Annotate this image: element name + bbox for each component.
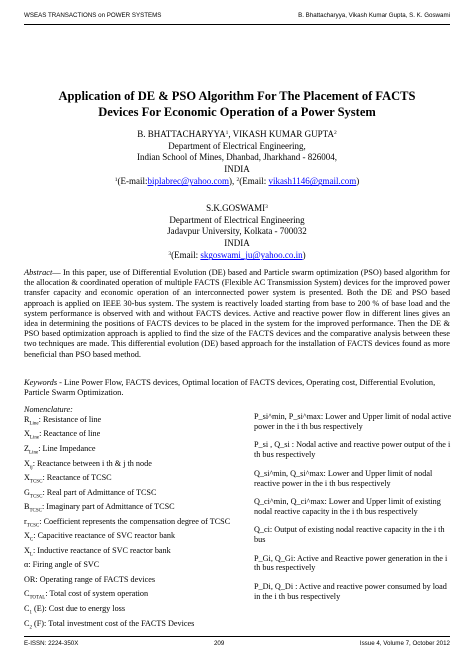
author-emails — [30, 249, 444, 262]
header-rule — [24, 24, 450, 25]
nomenclature-symbol: C — [24, 618, 30, 628]
author-sup-1: 1 — [225, 130, 229, 136]
author-block-1 — [30, 128, 444, 188]
nomenclature-item — [24, 415, 239, 430]
footer-rule — [24, 636, 450, 637]
nomenclature-symbol: C — [24, 604, 30, 614]
title-line-1: Application of DE & PSO Algorithm For The Placement of FACTS — [58, 89, 416, 103]
author-institution: Indian School of Mines, Dhanbad, Jharkhand - 826004, — [137, 152, 337, 163]
author-institution: Jadavpur University, Kolkata - 700032 — [167, 226, 307, 237]
author-name-1: B. BHATTACHARYYA — [137, 129, 226, 139]
nomenclature-desc: : Real part of Admittance of TCSC — [42, 487, 157, 497]
author-names — [30, 128, 444, 141]
author-country: INDIA — [224, 163, 250, 174]
nomenclature-symbol: X — [24, 429, 30, 439]
email-label-1: (E-mail: — [117, 176, 148, 187]
nomenclature-item — [24, 589, 239, 604]
title-line-2: Devices For Economic Operation of a Power System — [98, 105, 376, 119]
nomenclature-desc: (E): Cost due to energy loss — [31, 604, 126, 614]
nomenclature-subscript: 1 — [29, 610, 32, 616]
nomenclature-desc: : Firing angle of SVC — [28, 560, 100, 570]
abstract-dash: — — [52, 268, 64, 277]
nomenclature-subscript: Line — [29, 421, 39, 427]
nomenclature-desc: : Imaginary part of Admittance of TCSC — [41, 502, 175, 512]
symbol-definition: P_Di, Q_Di : Active and reactive power consumed by load in the i th bus respectively — [254, 581, 447, 601]
nomenclature-symbol: B — [24, 502, 30, 512]
nomenclature-symbol: R — [24, 414, 30, 424]
author-running-head: B. Bhattacharyya, Vikash Kumar Gupta, S. K. Goswami — [298, 12, 450, 19]
nomenclature-desc: : Line Impedance — [38, 444, 96, 453]
nomenclature-symbol: OR — [24, 574, 36, 584]
nomenclature-symbol: X — [24, 458, 30, 468]
nomenclature-subscript: TCSC — [29, 479, 43, 485]
email-close: ) — [356, 176, 360, 187]
nomenclature-symbol: C — [24, 589, 30, 599]
nomenclature-heading: Nomenclature: — [24, 405, 73, 414]
nomenclature-item — [24, 604, 239, 619]
nomenclature-item — [24, 429, 239, 444]
author-country: INDIA — [224, 237, 250, 248]
abstract — [24, 268, 450, 360]
nomenclature-symbol: G — [24, 487, 30, 497]
page-footer — [24, 640, 450, 647]
nomenclature-subscript: TCSC — [29, 494, 43, 500]
nomenclature-item — [24, 619, 239, 634]
author-emails — [30, 175, 444, 188]
nomenclature-subscript: C — [29, 537, 34, 543]
nomenclature-desc: : Reactance of line — [39, 429, 101, 439]
symbol-definition: Q_ci: Output of existing nodal reactive capacity in the i th bus — [254, 525, 445, 545]
nomenclature-symbol: X — [24, 473, 30, 483]
email-label-3: (Email: — [171, 250, 201, 261]
nomenclature-subscript: Line — [29, 436, 40, 442]
keywords-text: - Line Power Flow, FACTS devices, Optimal location of FACTS devices, Operating cost, Differential Evolution, Particle Swarm Optimization. — [24, 378, 436, 398]
nomenclature-subscript: TCSC — [29, 508, 42, 514]
nomenclature-item — [24, 531, 239, 546]
nomenclature-desc: : Coefficient represents the compensation degree of TCSC — [39, 516, 231, 526]
paper-title — [30, 88, 444, 120]
nomenclature-desc: : Total cost of system operation — [45, 589, 149, 599]
nomenclature-symbol: α — [24, 560, 29, 570]
author-sup-2: 2 — [333, 130, 337, 136]
nomenclature-item — [24, 517, 239, 532]
email-separator: ), — [229, 176, 237, 187]
running-header — [24, 12, 450, 19]
author-name-3: S.K.GOSWAMI — [206, 203, 266, 213]
nomenclature-items — [24, 415, 239, 633]
nomenclature-item — [24, 560, 239, 575]
email-sup-1: 1 — [114, 177, 118, 184]
nomenclature-symbol: Z — [24, 444, 30, 453]
nomenclature-symbol: X — [24, 545, 30, 555]
nomenclature-subscript: TCSC — [26, 523, 40, 529]
nomenclature-subscript: ij — [29, 465, 33, 471]
nomenclature-desc: (F): Total investment cost of the FACTS Devices — [31, 618, 195, 628]
symbol-definition: Q_si^min, Q_si^max: Lower and Upper limit of nodal reactive power in the i th bus respectively — [254, 468, 433, 488]
email-label-2: (Email: — [239, 176, 269, 187]
email-link-3[interactable]: skgoswami_ju@yahoo.co.in — [200, 250, 303, 261]
nomenclature-subscript: L — [29, 552, 33, 558]
nomenclature-desc: : Reactance between i th & j th node — [32, 458, 152, 468]
nomenclature-item — [24, 546, 239, 561]
abstract-text: In this paper, use of Differential Evolution (DE) based and Particle swarm optimization (PSO) based algorithm for the allocation & coordinated operation of multiple FACTS (Flexible AC Transmission System) devices for the improved power transfer capacity and economic operation of an interconnected power system is presented. Both the DE and PSO based approach is applied on IEEE 30-bus system. The system is reactively loaded starting from base to 200 % of base load and the system performance is observed with and without FACTS devices. Active and reactive power flow in different lines gives an idea in determining the positions of FACTS devices to be placed in the system for the improved performance. Then the DE & PSO based optimization approach is applied to find the size of the FACTS devices and the comparative analysis between these two techniques are made. This differential evolution (DE) based approach for the installation of FACTS devices found as more beneficial than PSO based method. — [24, 268, 450, 359]
email-close: ) — [302, 250, 306, 261]
issn: E-ISSN: 2224-350X — [24, 640, 79, 647]
nomenclature-item — [24, 444, 239, 459]
abstract-label: Abstract — [24, 268, 53, 277]
author-name-2: , VIKASH KUMAR GUPTA — [228, 129, 334, 139]
nomenclature-item — [24, 575, 239, 590]
nomenclature-item — [24, 473, 239, 488]
email-link-1[interactable]: biplabrec@yahoo.com — [147, 176, 230, 187]
nomenclature-list — [24, 405, 239, 633]
journal-name: WSEAS TRANSACTIONS on POWER SYSTEMS — [24, 12, 162, 19]
nomenclature-subscript: Line — [29, 450, 39, 456]
author-dept: Department of Electrical Engineering — [169, 214, 305, 225]
nomenclature-symbol: r — [24, 516, 27, 526]
author-block-2 — [30, 202, 444, 262]
symbol-definition: P_Gi, Q_Gi: Active and Reactive power generation in the i th bus respectively — [254, 553, 448, 573]
nomenclature-subscript: 2 — [29, 625, 32, 631]
keywords — [24, 378, 450, 398]
symbol-definition: Q_ci^min, Q_ci^max: Lower and Upper limit of existing nodal reactive capacity in the i th bus respectively — [254, 496, 441, 516]
keywords-label: Keywords — [24, 378, 58, 387]
symbol-definition: P_si , Q_si : Nodal active and reactive power output of the i th bus respectively — [254, 440, 451, 460]
symbol-definition: P_si^min, P_si^max: Lower and Upper limit of nodal active power in the i th bus respectively — [254, 412, 452, 431]
nomenclature-desc: : Reactance of TCSC — [42, 473, 112, 483]
nomenclature-desc: : Inductive reactance of SVC reactor bank — [32, 545, 171, 555]
nomenclature-desc: : Operating range of FACTS devices — [35, 574, 156, 584]
nomenclature-item — [24, 459, 239, 474]
issue-info: Issue 4, Volume 7, October 2012 — [359, 640, 450, 647]
author-sup-3: 3 — [265, 204, 268, 210]
nomenclature-desc: : Capacitive reactance of SVC reactor bank — [33, 531, 176, 541]
email-sup-2: 2 — [236, 177, 240, 184]
nomenclature-subscript: TOTAL — [29, 596, 46, 602]
email-link-2[interactable]: vikash1146@gmail.com — [268, 176, 357, 187]
nomenclature-symbol: X — [24, 531, 30, 541]
nomenclature-item — [24, 502, 239, 517]
nomenclature-desc: : Resistance of line — [38, 414, 102, 424]
email-sup-3: 3 — [168, 251, 172, 258]
author-dept: Department of Electrical Engineering, — [168, 140, 306, 151]
author-names — [30, 202, 444, 215]
nomenclature-item — [24, 488, 239, 503]
symbol-definitions — [254, 412, 454, 610]
page-number: 209 — [213, 640, 225, 647]
